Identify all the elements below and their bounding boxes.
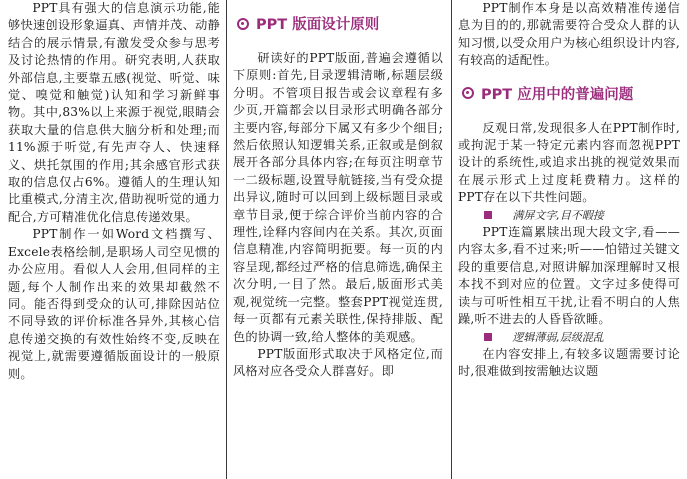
column-middle xyxy=(233,0,443,479)
column-right xyxy=(458,0,680,479)
circle-bullet-icon xyxy=(237,18,249,30)
body-paragraph: 在内容安排上,有较多议题需要讨论时,很难做到按需触达议题 xyxy=(458,346,680,379)
square-bullet-icon xyxy=(484,211,492,219)
square-bullet-icon xyxy=(484,333,492,341)
section-heading-text: PPT 版面设计原则 xyxy=(256,17,380,33)
column-divider xyxy=(451,0,452,479)
body-paragraph: 研读好的PPT版面,普遍会遵循以下原则:首先,目录逻辑清晰,标题层级分明。不管项目报告或会议章程有多少页,开篇都会以目录形式明确各部分主要内容,每部分下属又有多少个细目;然后依照认知逻辑关系,正叙或是倒叙展开各部分具体内容;在每页注明章节一二级标题,设置导航链接,当有受众提出异议,随时可以回到上级标题目录或章节目录,便于综合评价当前内容的合理性,诠释内容间内在关系。其次,页面信息精准,内容简明扼要。每一页的内容呈现,都经过严格的信息筛选,确保主次分明,一目了然。最后,版面形式美观,视觉统一完整。整套PPT视觉连贯,每一页都有元素关联性,保持排版、配色的协调一致,给人整体的美观感。 xyxy=(233,51,443,344)
body-paragraph: 反观日常,发现很多人在PPT制作时,或拘泥于某一特定元素内容而忽视PPT设计的系统性,或追求出挑的视觉效果而在展示形式上过度耗费精力。这样的PPT存在以下共性问题。 xyxy=(458,120,680,205)
circle-bullet-icon xyxy=(462,87,474,99)
subheading-text: 逻辑薄弱,层级混乱 xyxy=(512,330,604,344)
column-left xyxy=(8,0,220,479)
subheading-text: 满屏文字,目不暇接 xyxy=(512,208,604,222)
body-paragraph: PPT连篇累牍出现大段文字,看——内容太多,看不过来;听——怕错过关键文段的重要信息,对照讲解加深理解时又根本找不到对应的位置。文字过多使得可读与可听性相互干扰,让看不明白的人焦躁,听不进去的人昏昏欲睡。 xyxy=(458,225,680,327)
body-paragraph: PPT版面形式取决于风格定位,而风格对应各受众人群喜好。即 xyxy=(233,346,443,379)
body-paragraph: PPT制作一如Word文档撰写、Excele表格绘制,是职场人司空见惯的办公应用。看似人人会用,但同样的主题,每个人制作出来的效果却截然不同。能否得到受众的认可,排除因站位不同导致的评价标准各异外,其核心信息传递交换的有效性始终不变,反映在视觉上,就需要遵循版面设计的一般原则。 xyxy=(8,227,220,381)
body-paragraph: PPT具有强大的信息演示功能,能够快速创设形象逼真、声情并茂、动静结合的展示情景,有激发受众参与思考及讨论热情的作用。研究表明,人获取外部信息,主要靠五感(视觉、听觉、味觉、嗅觉和触觉)认知和学习新鲜事物。其中,83%以上来源于视觉,眼睛会获取大量的信息供大脑分析和处理;而11%源于听觉,有先声夺人、快速释义、烘托氛围的作用;其余感官形式获取的信息仅占6%。遵循人的生理认知比重模式,分清主次,借助视听觉的通力配合,方可精准优化信息传递效果。 xyxy=(8,1,220,224)
section-heading-text: PPT 应用中的普遍问题 xyxy=(481,86,634,103)
section-heading xyxy=(237,13,443,34)
body-paragraph: PPT制作本身是以高效精准传递信息为目的的,那就需要符合受众人群的认知习惯,以受众用户为核心组织设计内容,有较高的适配性。 xyxy=(458,1,680,68)
section-heading xyxy=(462,83,680,104)
subheading xyxy=(458,207,680,224)
column-divider xyxy=(226,0,227,479)
subheading xyxy=(458,329,680,346)
